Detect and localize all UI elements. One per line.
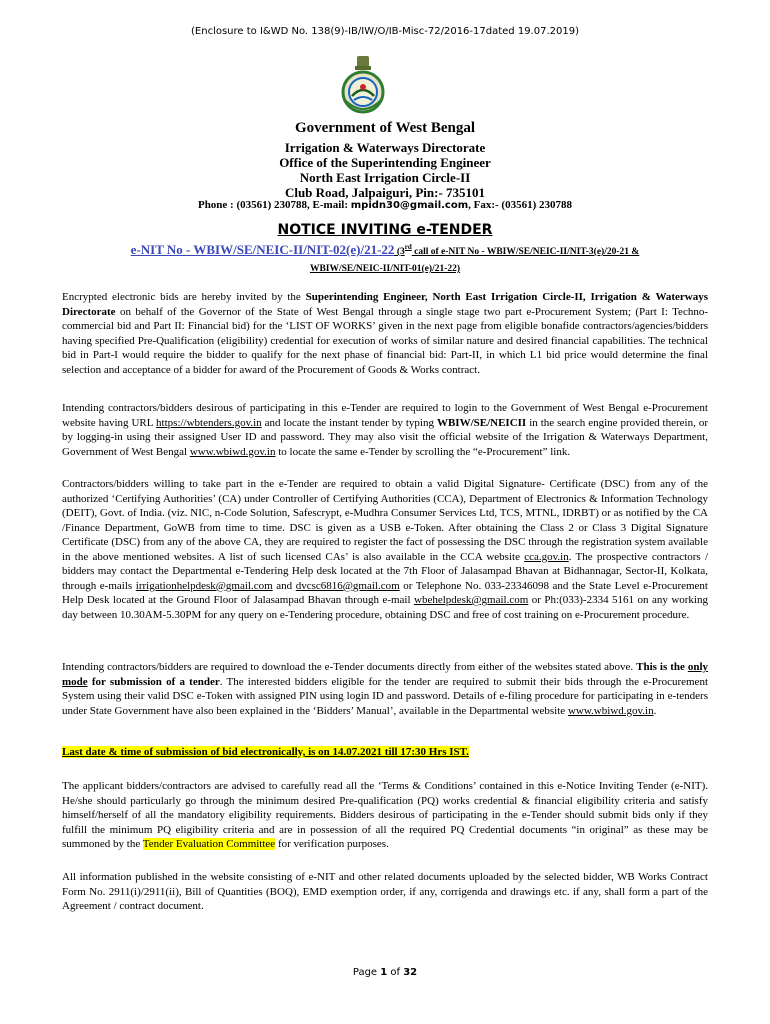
- page-number: [0, 967, 770, 978]
- p1-text-a: Encrypted electronic bids are hereby invited by the: [62, 291, 306, 303]
- p4-only-mode: only mode: [62, 661, 709, 688]
- wbiwd-link[interactable]: www.wbiwd.gov.in: [189, 445, 276, 458]
- p4-bold-a: This is the: [636, 661, 688, 673]
- call-reference: call of e-NIT No - WBIW/SE/NEIC-II/NIT-3(e)/20-21 &: [411, 247, 640, 257]
- paragraph-terms: [62, 779, 708, 852]
- wbtenders-link[interactable]: https://wbtenders.gov.in: [156, 416, 262, 429]
- p3-text-d: or Telephone No. 033-23346098 and the State Level e-Procurement Help Desk located at the Ground Floor of Jalasampad Bhavan through e-mail: [62, 579, 708, 606]
- enclosure-reference: (Enclosure to I&WD No. 138(9)-IB/IW/O/IB-Misc-72/2016-17dated 19.07.2019): [191, 26, 579, 37]
- p4-text-a: Intending contractors/bidders are required to download the e-Tender documents directly from either of the websites stated above.: [62, 661, 637, 673]
- paragraph-agreement: All information published in the website consisting of e-NIT and other related documents uploaded by the selected bidder, WB Works Contract Form No. 2911(i)/2911(ii), Bill of Quantities (BOQ), EMD exemption order, if any, corrigenda and drawings etc. if any, shall form a part of the Agreement / contract document.: [62, 871, 708, 912]
- p3-text-b: . The prospective contractors / bidders may contact the Departmental e-Tendering Help desk located at the 7th Floor of Jalasampad Bhavan at Bidhannagar, Sector-II, Kolkata, through e-mails: [62, 550, 708, 592]
- office-address: Club Road, Jalpaiguri, Pin:- 735101: [284, 185, 486, 200]
- wbiwd-link-2[interactable]: www.wbiwd.gov.in: [567, 704, 654, 717]
- p2-text-b: and locate the instant tender by typing: [261, 416, 437, 429]
- page-word: Page: [352, 967, 381, 978]
- p5-text-a: The applicant bidders/contractors are advised to carefully read all the ‘Terms & Conditions’ contained in this e-Notice Inviting Tender (e-NIT). He/she should particularly go through the minimum desired Pre-qualification (PQ) works credential & financial eligibility criteria and satisfy himself/herself of all the mandatory eligibility requirements. Bidders desirous of participating in the e-Tender should submit bids only if they fulfill the minimum PQ eligibility criteria and are in possession of all the required PQ Credential documents “in original” as these may be summoned by the: [62, 780, 708, 850]
- search-code: WBIW/SE/NEICII: [436, 416, 527, 429]
- paragraph-login: [62, 401, 708, 459]
- directorate-title: Irrigation & Waterways Directorate: [284, 140, 486, 155]
- p1-authority: Superintending Engineer, North East Irrigation Circle-II, Irrigation & Waterways Directorate: [62, 291, 709, 318]
- call-open: (3: [394, 247, 405, 257]
- fax-text: , Fax:- (03561) 230788: [468, 199, 573, 211]
- current-page: 1: [380, 967, 388, 978]
- paragraph-dsc: [62, 477, 708, 622]
- of-word: of: [387, 967, 404, 978]
- call-ordinal: rd: [404, 243, 412, 251]
- paragraph-download: [62, 660, 708, 718]
- p2-text-a: Intending contractors/bidders desirous of participating in this e-Tender are required to login to the Government of West Bengal e-Procurement website having URL: [62, 402, 708, 429]
- office-email: mpidn30@gmail.com: [350, 200, 469, 211]
- circle-title: North East Irrigation Circle-II: [299, 170, 471, 185]
- office-title: Office of the Superintending Engineer: [279, 155, 491, 170]
- deadline-text: Last date & time of submission of bid electronically, is on 14.07.2021 till 17:30 Hrs IST: [62, 746, 467, 758]
- paragraph-invitation: [62, 290, 708, 377]
- p3-text-e: or Ph:(033)-2334 5161 on any working day between 10.30AM-5.30PM for any query on e-Tendering procedure, obtaining DSC and free of cost training on e-Procurement procedure.: [62, 594, 708, 621]
- deadline-period: .: [466, 746, 469, 758]
- p1-text-c: on behalf of the Governor of the State of West Bengal through a single stage two part e-Procurement System; (Part I: Techno-commercial bid and Part II: Financial bid) for the ‘LIST OF WORKS’ given in the next page from eligible bonafide contractors/agencies/bidders having specified Pre-Qualification (eligibility) credential for execution of works of similar nature and desired financial capabilities. The technical bid in Part-I would require the bidder to qualify for the next phase of financial bid: Part-II, in which L1 bid price would determine the final selection and acceptance of a bidder for award of the Procurement of Goods & Works contract.: [62, 305, 708, 376]
- notice-title: NOTICE INVITING e-TENDER: [277, 222, 493, 238]
- helpdesk-email-link[interactable]: irrigationhelpdesk@gmail.com: [135, 579, 273, 592]
- p4-text-d: .: [653, 704, 657, 717]
- state-emblem-icon: [335, 54, 391, 116]
- p2-text-c: in the search engine provided therein, or by logging-in using their assigned User ID and password. They may also visit the official website of the Irrigation & Waterways Department, Government of West Bengal: [62, 416, 708, 458]
- phone-text: Phone : (03561) 230788, E-mail:: [197, 199, 351, 211]
- submission-deadline: [62, 746, 469, 758]
- dvcsc-email-link[interactable]: dvcsc6816@gmail.com: [295, 579, 400, 592]
- call-reference-line2: WBIW/SE/NEIC-II/NIT-01(e)/21-22): [309, 264, 461, 274]
- p3-text-a: Contractors/bidders willing to take part in the e-Tender are required to obtain a valid Digital Signature- Certificate (DSC) from any of the authorized ‘Certifying Authorities’ (CA) under Controller of Certifying Authorities (CCA), Department of Electronics & Information Technology (DEIT), Govt. of India. (viz. NIC, n-Code Solution, Safescrypt, e-Mudhra Consumer Services Ltd, TCS, MTNL, IDRBT) or as notified by the CA /Finance Department, GoWB from time to time. DSC is given as a USB e-Token. After obtaining the Class 2 or Class 3 Digital Signature Certificate (DSC) from any of the above CA, they are required to register the fact of possessing the DSC through the registration system available in the above mentioned websites. A list of such licensed CAs’ is also available in the CCA website: [62, 478, 708, 563]
- tender-evaluation-committee: Tender Evaluation Committee: [142, 838, 276, 850]
- p4-bold-b: for submission of a tender: [87, 675, 220, 688]
- p4-text-c: . The interested bidders eligible for the tender are required to submit their bids through the e-Procurement System using their valid DSC e-Token with assigned PIN using login ID and password. Details of e-filing procedure for participating in e-tenders under State Government have also been explained in the ‘Bidders’ Manual’, available in the Departmental website: [62, 675, 708, 717]
- wbehelpdesk-email-link[interactable]: wbehelpdesk@gmail.com: [414, 594, 529, 606]
- government-title: Government of West Bengal: [294, 120, 476, 136]
- p5-text-b: for verification purposes.: [275, 838, 389, 850]
- contact-line: [0, 199, 770, 211]
- total-pages: 32: [403, 967, 418, 978]
- p3-text-c: and: [272, 579, 296, 592]
- enit-number: e-NIT No - WBIW/SE/NEIC-II/NIT-02(e)/21-22: [130, 242, 395, 257]
- enit-number-block: [0, 240, 770, 277]
- p2-text-d: to locate the same e-Tender by scrolling the “e-Procurement” link.: [275, 445, 571, 458]
- cca-link[interactable]: cca.gov.in: [524, 550, 569, 563]
